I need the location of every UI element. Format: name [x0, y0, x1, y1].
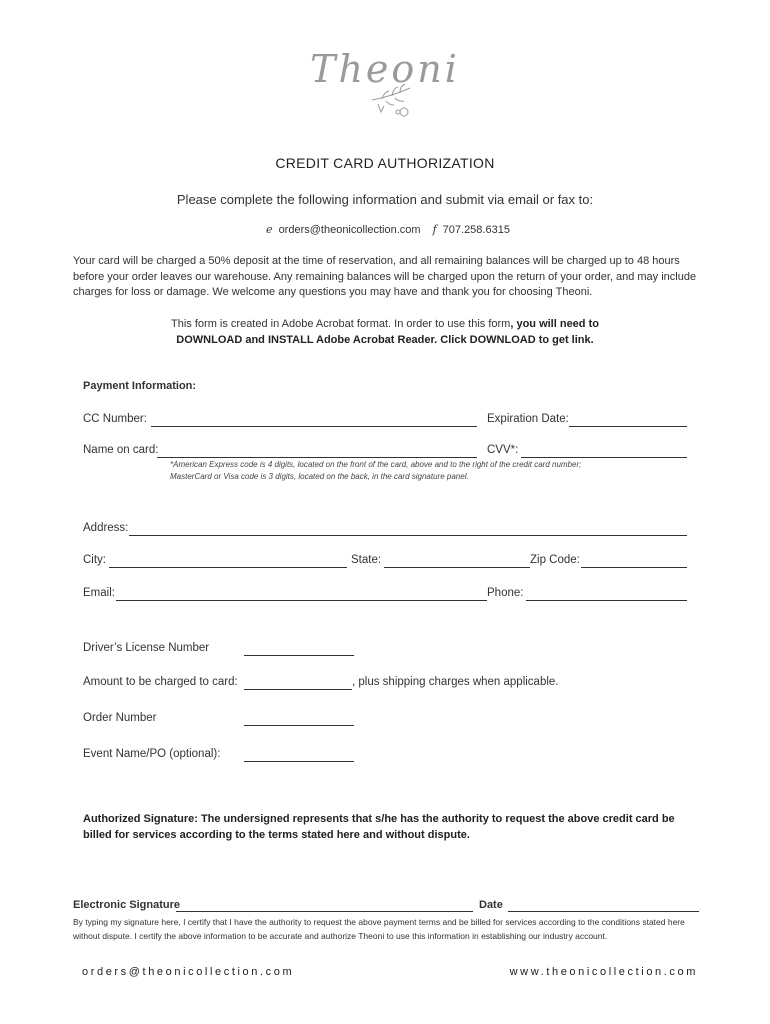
license-label: Driver’s License Number	[83, 642, 210, 654]
event-field[interactable]	[244, 761, 354, 762]
phone-label: Phone:	[487, 587, 524, 599]
cc-number-label: CC Number:	[83, 413, 147, 425]
email-field[interactable]	[116, 600, 487, 601]
city-label: City:	[83, 554, 106, 566]
order-number-label: Order Number	[83, 712, 157, 724]
email-label: Email:	[83, 587, 115, 599]
email-icon: e	[266, 223, 273, 236]
cvv-label: CVV*:	[487, 444, 519, 456]
expiration-label: Expiration Date:	[487, 413, 569, 425]
acrobat-notice-text: This form is created in Adobe Acrobat format. In order to use this form	[171, 318, 511, 330]
phone-field[interactable]	[526, 600, 687, 601]
name-on-card-field[interactable]	[157, 457, 477, 458]
expiration-field[interactable]	[569, 426, 687, 427]
amount-label: Amount to be charged to card:	[83, 676, 238, 688]
intro-paragraph: Your card will be charged a 50% deposit at the time of reservation, and all remaining balances will be charged up to 48 hours before your order leaves our warehouse. Any remaining balances will be charged upon the return of your order, and may include charges for loss or damage. We welcome any questions you may have and thank you for choosing Theoni.	[73, 255, 697, 298]
contact-fax: 707.258.6315	[442, 224, 510, 236]
event-label: Event Name/PO (optional):	[83, 748, 221, 760]
contact-email[interactable]: orders@theonicollection.com	[278, 224, 421, 236]
footer-website[interactable]: www.theonicollection.com	[509, 966, 698, 978]
acrobat-notice-bold: , you will need to	[510, 318, 599, 330]
cvv-field[interactable]	[521, 457, 687, 458]
name-on-card-label: Name on card:	[83, 444, 159, 456]
electronic-signature-field[interactable]	[176, 911, 473, 912]
cc-number-field[interactable]	[151, 426, 477, 427]
payment-heading: Payment Information:	[83, 380, 197, 392]
license-field[interactable]	[244, 655, 354, 656]
address-field[interactable]	[129, 535, 687, 536]
zip-field[interactable]	[581, 567, 687, 568]
cvv-note-line: *American Express code is 4 digits, located on the front of the card, above and to the right of the credit card number;	[170, 460, 582, 469]
amount-field[interactable]	[244, 689, 352, 690]
form-title: CREDIT CARD AUTHORIZATION	[275, 155, 495, 171]
cvv-note	[170, 459, 640, 483]
electronic-signature-label: Electronic Signature	[73, 899, 180, 911]
address-label: Address:	[83, 522, 129, 534]
state-field[interactable]	[384, 567, 530, 568]
theoni-logo	[0, 0, 770, 130]
acrobat-notice	[0, 316, 770, 348]
signature-disclaimer: By typing my signature here, I certify that I have the authority to request the above payment terms and be billed for services according to the conditions stated here without dispute. I certify the above information to be accurate and authorize Theoni to use this information in establishing our industry account.	[73, 917, 685, 941]
fax-icon: f	[432, 223, 437, 236]
order-number-field[interactable]	[244, 725, 354, 726]
download-link[interactable]: DOWNLOAD and INSTALL Adobe Acrobat Reader. Click DOWNLOAD to get link.	[176, 334, 594, 346]
cvv-note-line: MasterCard or Visa code is 3 digits, located on the back, in the card signature panel.	[170, 472, 469, 481]
date-label: Date	[479, 899, 503, 911]
form-subtitle: Please complete the following information and submit via email or fax to:	[176, 192, 594, 207]
contact-line	[0, 223, 770, 236]
amount-suffix: , plus shipping charges when applicable.	[352, 676, 559, 688]
footer-email[interactable]: orders@theonicollection.com	[82, 966, 295, 978]
date-field[interactable]	[508, 911, 699, 912]
state-label: State:	[351, 554, 382, 566]
authorized-signature-text: Authorized Signature: The undersigned represents that s/he has the authority to request the above credit card be billed for services according to the terms stated here and without dispute.	[83, 813, 675, 841]
zip-label: Zip Code:	[530, 554, 580, 566]
svg-text:Theoni: Theoni	[310, 47, 460, 91]
city-field[interactable]	[109, 567, 347, 568]
